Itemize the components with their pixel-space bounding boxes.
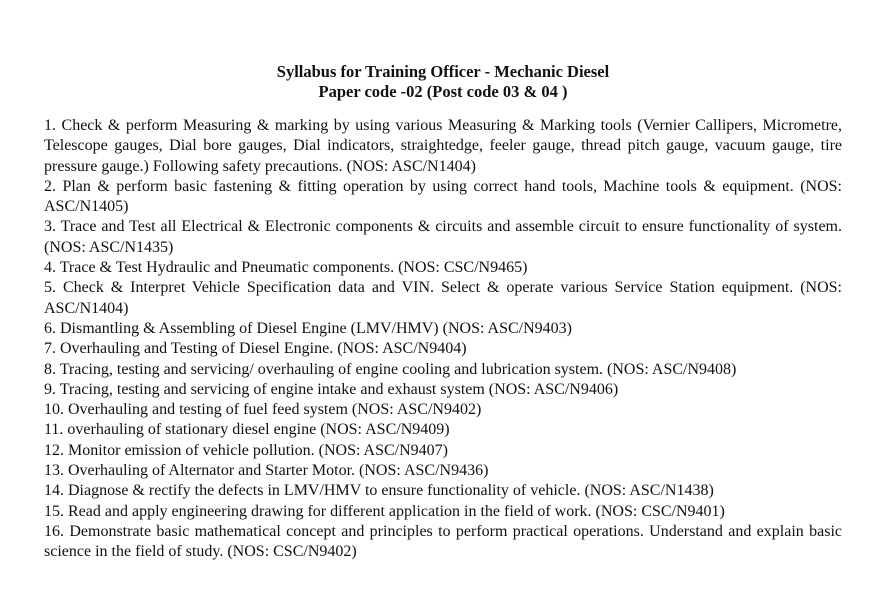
syllabus-item: 4. Trace & Test Hydraulic and Pneumatic components. (NOS: CSC/N9465)	[44, 259, 528, 277]
syllabus-item: 13. Overhauling of Alternator and Starter Motor. (NOS: ASC/N9436)	[44, 462, 489, 480]
syllabus-item: 12. Monitor emission of vehicle pollution. (NOS: ASC/N9407)	[44, 441, 448, 459]
syllabus-item: 5. Check & Interpret Vehicle Specification data and VIN. Select & operate various Service Station equipment. (NOS: ASC/N1404)	[44, 279, 842, 317]
syllabus-item: 7. Overhauling and Testing of Diesel Engine. (NOS: ASC/N9404)	[44, 340, 467, 358]
syllabus-item: 6. Dismantling & Assembling of Diesel Engine (LMV/HMV) (NOS: ASC/N9403)	[44, 319, 572, 337]
syllabus-item: 11. overhauling of stationary diesel engine (NOS: ASC/N9409)	[44, 421, 450, 439]
syllabus-item: 8. Tracing, testing and servicing/ overhauling of engine cooling and lubrication system. (NOS: ASC/N9408)	[44, 360, 737, 378]
syllabus-item: 16. Demonstrate basic mathematical concept and principles to perform practical operations. Understand and explain basic science in the field of study. (NOS: CSC/N9402)	[44, 522, 842, 561]
syllabus-item: 15. Read and apply engineering drawing for different application in the field of work. (NOS: CSC/N9401)	[44, 502, 725, 520]
syllabus-document	[44, 62, 842, 563]
document-subtitle: Paper code -02 (Post code 03 & 04 )	[318, 82, 568, 101]
document-title: Syllabus for Training Officer - Mechanic Diesel	[276, 62, 610, 81]
syllabus-item: 2. Plan & perform basic fastening & fitting operation by using correct hand tools, Machine tools & equipment. (NOS: ASC/N1405)	[44, 177, 842, 216]
syllabus-item: 3. Trace and Test all Electrical & Electronic components & circuits and assemble circuit to ensure functionality of system. (NOS: ASC/N1435)	[44, 218, 842, 256]
syllabus-list	[44, 116, 842, 563]
syllabus-item: 14. Diagnose & rectify the defects in LMV/HMV to ensure functionality of vehicle. (NOS: ASC/N1438)	[44, 482, 714, 500]
syllabus-item: 1. Check & perform Measuring & marking by using various Measuring & Marking tools (Vernier Callipers, Micrometre, Telescope gauges, Dial bore gauges, Dial indicators, straightedge, feeler gauge, thread pitch gauge, vacuum gauge, tire pressure gauge.) Following safety precautions. (NOS: ASC/N1404)	[44, 117, 842, 175]
syllabus-item: 10. Overhauling and testing of fuel feed system (NOS: ASC/N9402)	[44, 401, 482, 419]
syllabus-item: 9. Tracing, testing and servicing of engine intake and exhaust system (NOS: ASC/N9406)	[44, 380, 619, 398]
